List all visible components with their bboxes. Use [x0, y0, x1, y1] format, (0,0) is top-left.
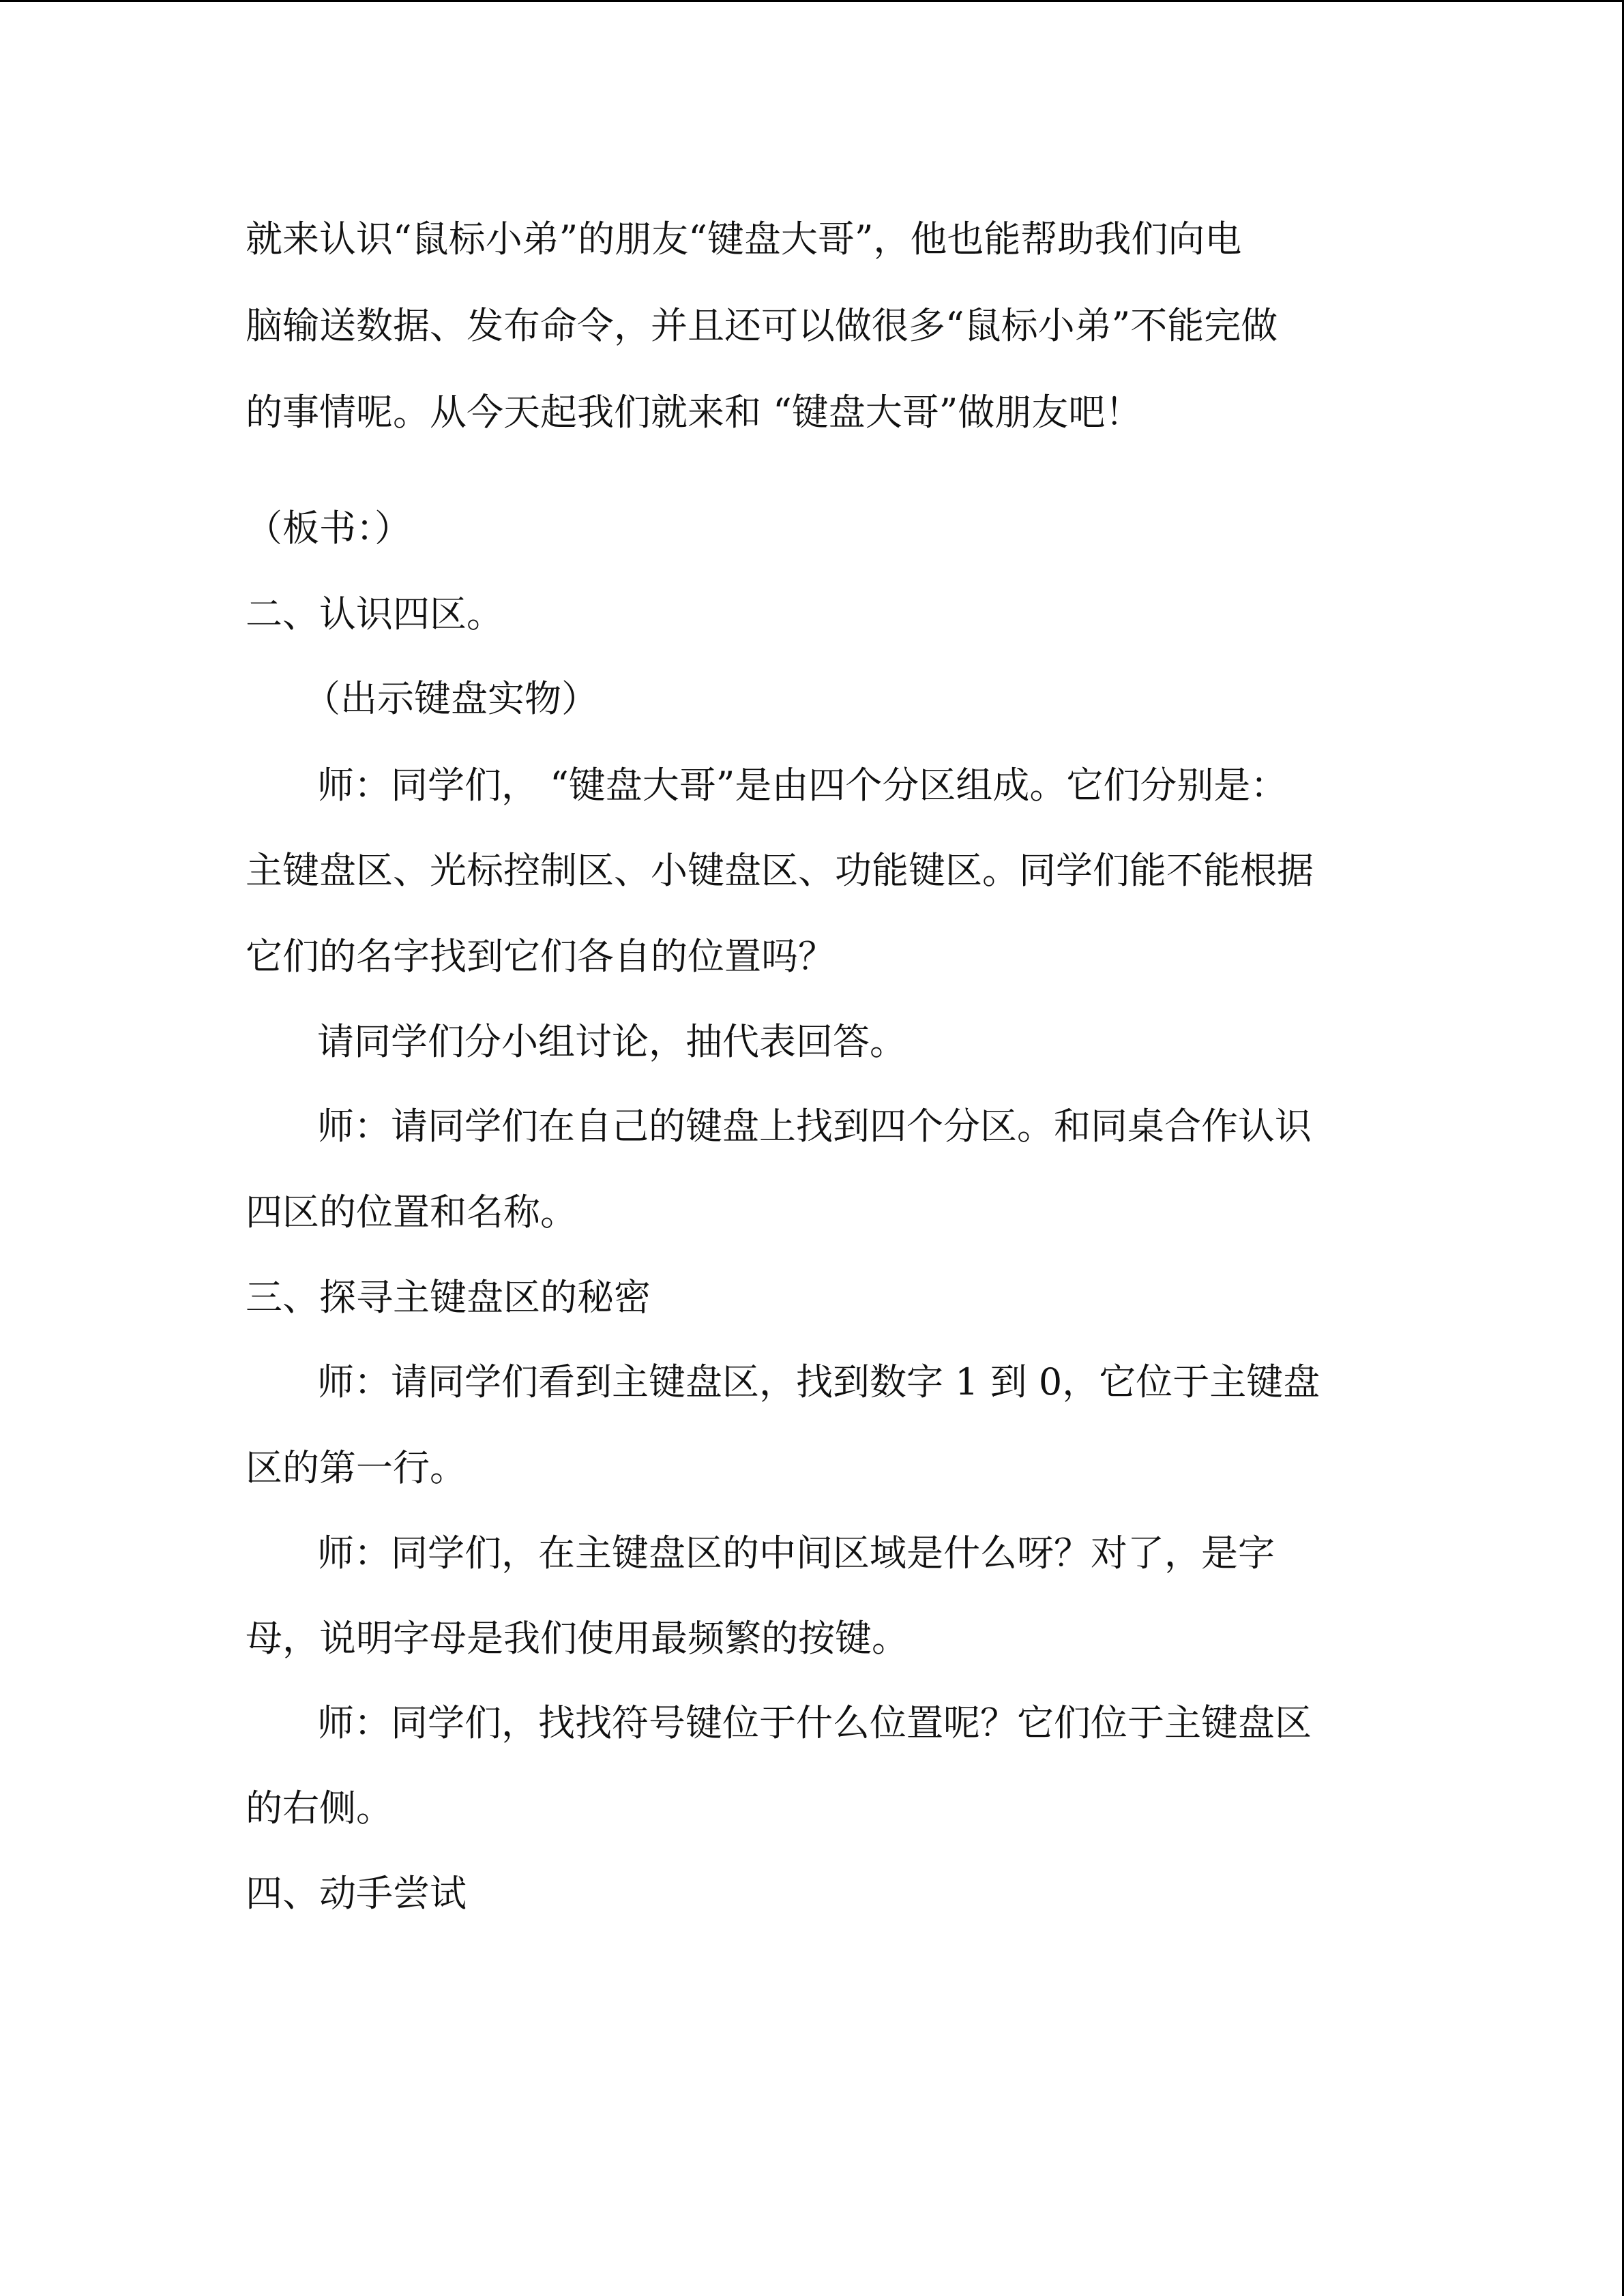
intro-line-2: 脑输送数据、发布命令，并且还可以做很多“鼠标小弟”不能完做: [246, 304, 1278, 347]
section-3-teacher1-line-2: 区的第一行。: [246, 1446, 467, 1489]
section-3-teacher2-line-2: 母，说明字母是我们使用最频繁的按键。: [246, 1617, 909, 1660]
section-3-teacher1-line-1: 师：请同学们看到主键盘区，找到数字 1 到 0，它位于主键盘: [317, 1360, 1320, 1403]
intro-line-1: 就来认识“鼠标小弟”的朋友“键盘大哥”，他也能帮助我们向电: [246, 218, 1242, 260]
section-2-heading: 二、认识四区。: [246, 593, 503, 636]
page-top-border: [0, 0, 1624, 2]
section-3-heading: 三、探寻主键盘区的秘密: [246, 1276, 651, 1319]
section-2-teacher2-line-1: 师：请同学们在自己的键盘上找到四个分区。和同桌合作认识: [317, 1105, 1312, 1148]
section-2-group-discussion: 请同学们分小组讨论，抽代表回答。: [317, 1020, 906, 1063]
section-3-teacher3-line-1: 师：同学们，找找符号键位于什么位置呢？它们位于主键盘区: [317, 1701, 1312, 1744]
section-3-teacher2-line-1: 师：同学们，在主键盘区的中间区域是什么呀？对了，是字: [317, 1532, 1275, 1575]
section-4-heading: 四、动手尝试: [246, 1872, 467, 1915]
section-2-teacher-line-2: 主键盘区、光标控制区、小键盘区、功能键区。同学们能不能根据: [246, 849, 1314, 892]
section-2-show-keyboard: （出示键盘实物）: [304, 677, 598, 720]
section-2-teacher-line-3: 它们的名字找到它们各自的位置吗？: [246, 935, 835, 978]
board-note: （板书：）: [246, 507, 411, 550]
section-2-teacher2-line-2: 四区的位置和名称。: [246, 1191, 577, 1234]
intro-line-3: 的事情呢。从今天起我们就来和 “键盘大哥”做朋友吧！: [246, 391, 1142, 434]
section-2-teacher-line-1: 师：同学们， “键盘大哥”是由四个分区组成。它们分别是：: [317, 764, 1288, 807]
section-3-teacher3-line-2: 的右侧。: [246, 1787, 393, 1830]
